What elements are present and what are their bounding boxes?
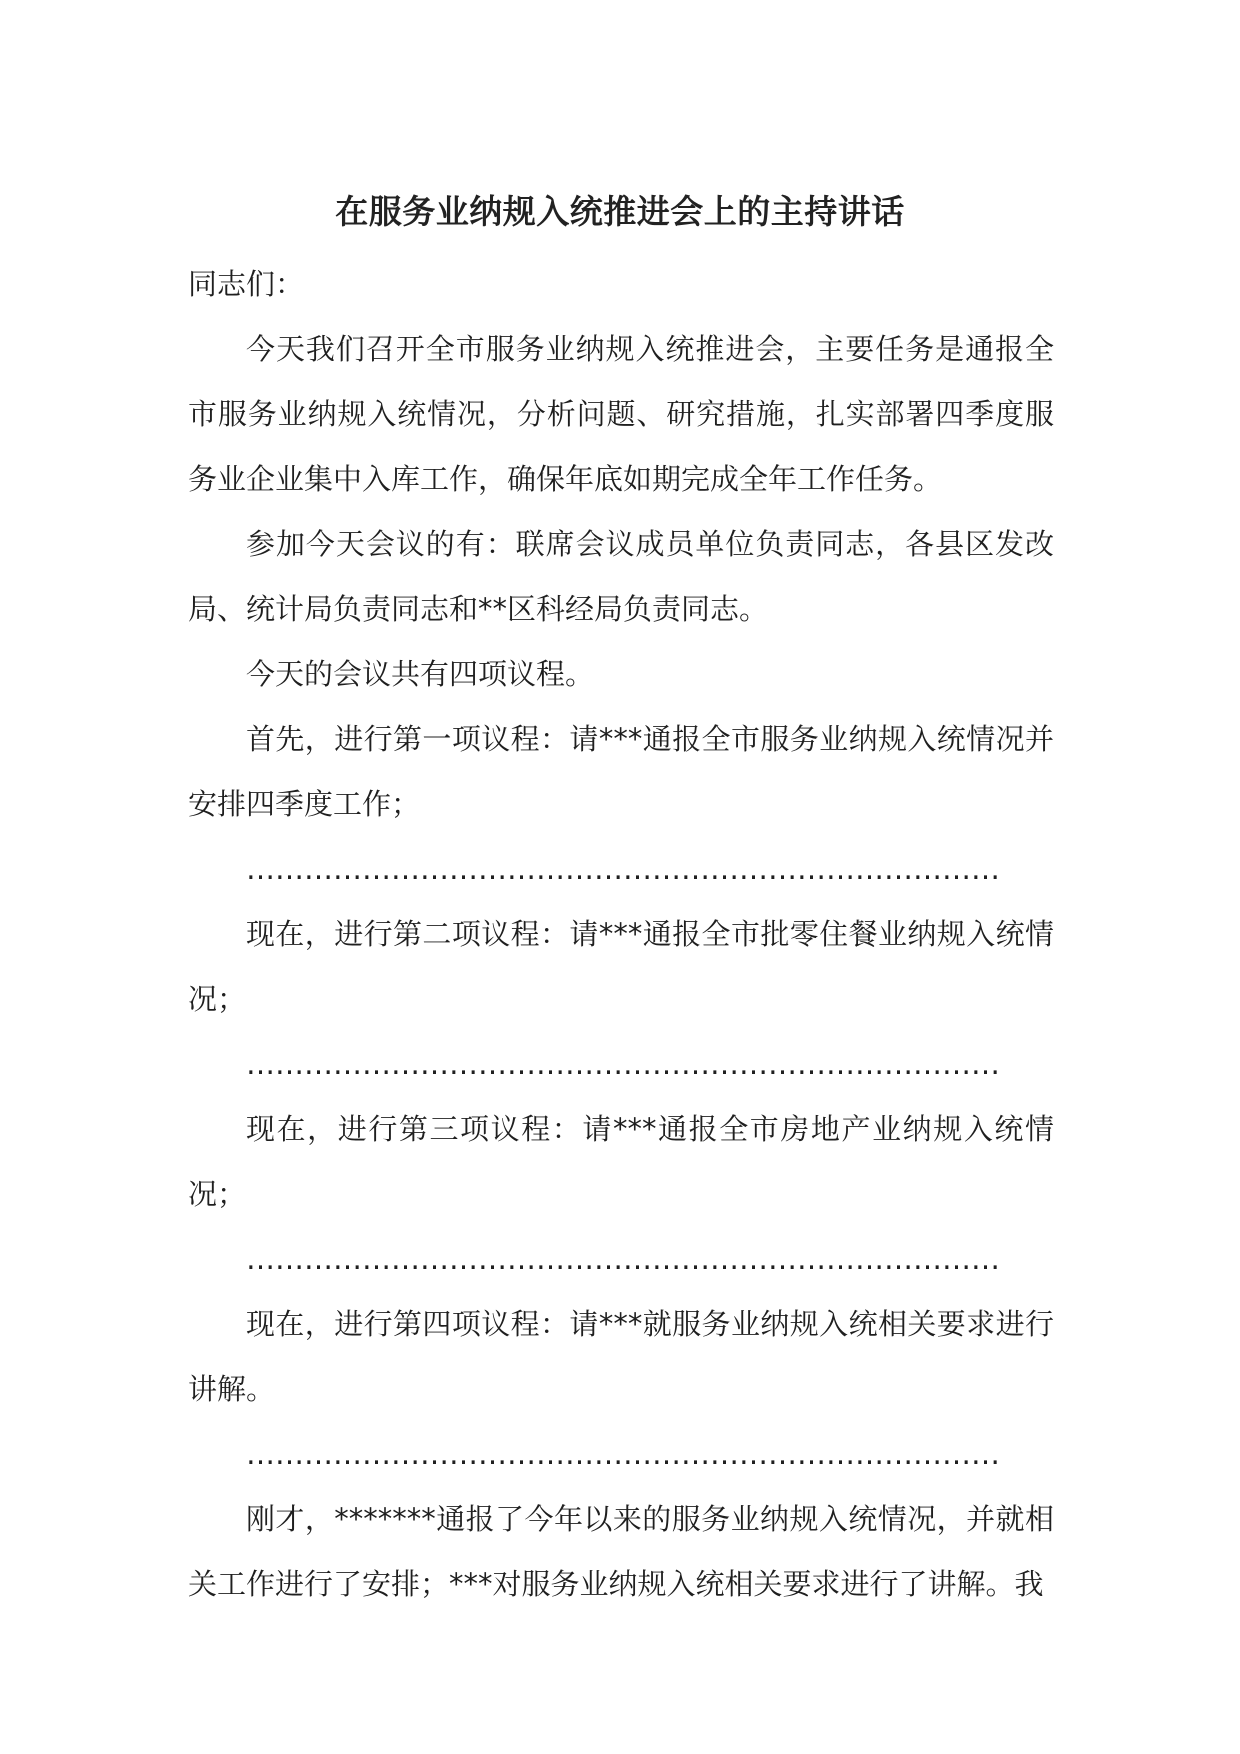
ellipsis-separator: …………………………………………………………………… bbox=[246, 1437, 1000, 1471]
ellipsis-separator: …………………………………………………………………… bbox=[246, 1242, 1000, 1276]
paragraph-summary: 刚才，*******通报了今年以来的服务业纳规入统情况，并就相关工作进行了安排；***对服务业纳规入统相关要求进行了讲解。我 bbox=[188, 1502, 1054, 1601]
ellipsis-separator: …………………………………………………………………… bbox=[246, 852, 1000, 886]
paragraph-agenda-item-4: 现在，进行第四项议程：请***就服务业纳规入统相关要求进行讲解。 bbox=[188, 1307, 1054, 1406]
paragraph-agenda-item-1: 首先，进行第一项议程：请***通报全市服务业纳规入统情况并安排四季度工作； bbox=[188, 722, 1054, 821]
document-title: 在服务业纳规入统推进会上的主持讲话 bbox=[335, 192, 905, 231]
paragraph-agenda-item-3: 现在，进行第三项议程：请***通报全市房地产业纳规入统情况； bbox=[188, 1112, 1054, 1211]
paragraph-intro: 今天我们召开全市服务业纳规入统推进会，主要任务是通报全市服务业纳规入统情况，分析问题、研究措施，扎实部署四季度服务业企业集中入库工作，确保年底如期完成全年工作任务。 bbox=[188, 332, 1054, 496]
paragraph-agenda-count: 今天的会议共有四项议程。 bbox=[246, 657, 595, 691]
salutation: 同志们： bbox=[188, 267, 305, 301]
paragraph-agenda-item-2: 现在，进行第二项议程：请***通报全市批零住餐业纳规入统情况； bbox=[188, 917, 1054, 1016]
ellipsis-separator: …………………………………………………………………… bbox=[246, 1047, 1000, 1081]
paragraph-attendees: 参加今天会议的有：联席会议成员单位负责同志，各县区发改局、统计局负责同志和**区科经局负责同志。 bbox=[188, 527, 1054, 626]
document-body bbox=[188, 252, 1054, 1617]
